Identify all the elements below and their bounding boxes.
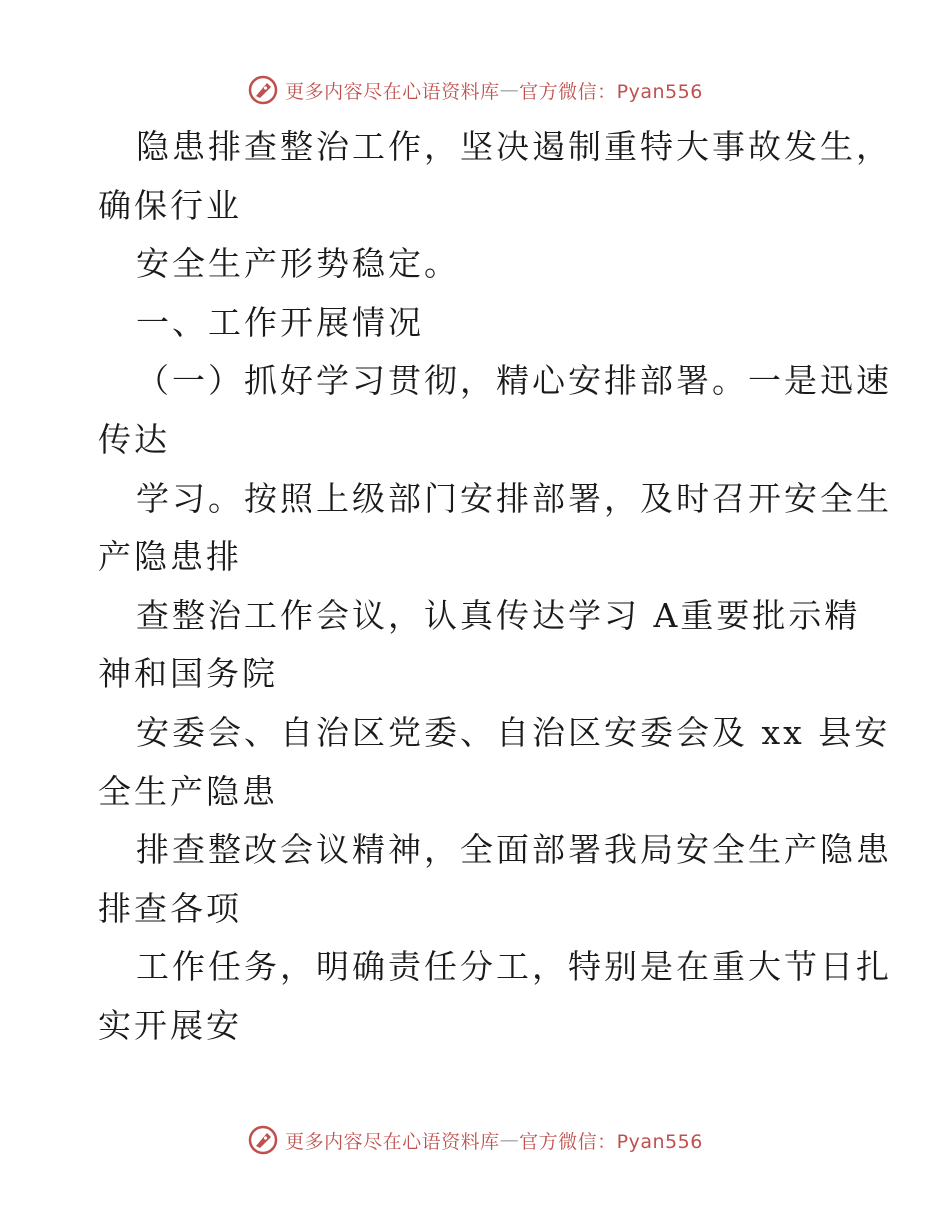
text-line: 产隐患排 (98, 537, 242, 577)
text-line: 神和国务院 (98, 654, 278, 694)
text-line: 工作任务，明确责任分工，特别是在重大节日扎 (136, 947, 892, 987)
header-watermark (0, 70, 950, 110)
text-line: 排查整改会议精神，全面部署我局安全生产隐患 (136, 830, 892, 870)
watermark-separator: — (499, 79, 520, 101)
footer-watermark (0, 1120, 950, 1160)
text-line: 传达 (98, 419, 170, 459)
watermark-wechat-text: 官方微信：Pyan556 (519, 1130, 703, 1153)
watermark-site-text: 更多内容尽在心语资料库 (285, 80, 500, 103)
watermark-wechat-text: 官方微信：Pyan556 (519, 80, 703, 103)
text-line: 查整治工作会议，认真传达学习 A重要批示精 (136, 595, 861, 635)
text-line: 全生产隐患 (98, 771, 278, 811)
text-line: 学习。按照上级部门安排部署，及时召开安全生 (136, 478, 892, 518)
pen-nib-logo-icon (247, 1124, 279, 1156)
document-body (98, 118, 892, 1056)
section-heading: 一、工作开展情况 (136, 302, 424, 342)
text-line: 排查各项 (98, 888, 242, 928)
text-line: 实开展安 (98, 1005, 242, 1045)
watermark-separator: — (499, 1129, 520, 1151)
text-line: （一）抓好学习贯彻，精心安排部署。一是迅速 (136, 361, 892, 401)
pen-nib-logo-icon (247, 74, 279, 106)
text-line: 安全生产形势稳定。 (136, 244, 460, 284)
text-line: 确保行业 (98, 185, 242, 225)
text-line: 隐患排查整治工作，坚决遏制重特大事故发生， (136, 127, 892, 166)
watermark-site-text: 更多内容尽在心语资料库 (285, 1130, 500, 1153)
text-line: 安委会、自治区党委、自治区安委会及 xx 县安 (136, 712, 891, 752)
